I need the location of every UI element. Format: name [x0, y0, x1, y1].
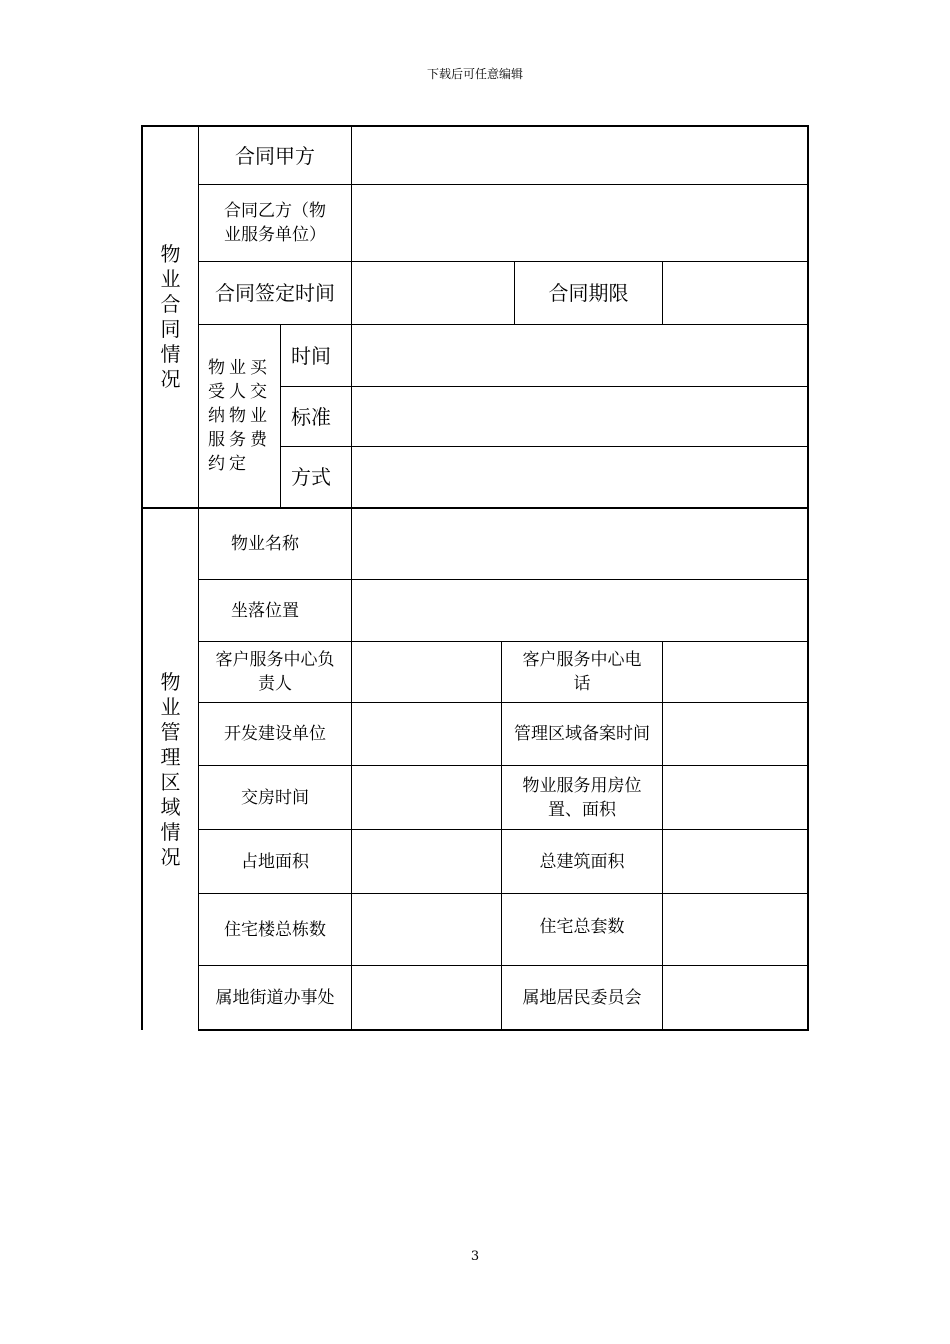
building-count-label: 住宅楼总栋数	[224, 919, 326, 940]
term-label: 合同期限	[548, 281, 629, 305]
street-office-label: 属地街道办事处	[215, 987, 335, 1008]
fee-standard-label: 标准	[291, 404, 331, 429]
filing-time-label: 管理区域备案时间	[514, 724, 650, 744]
party-a-label: 合同甲方	[235, 143, 315, 168]
land-area-label: 占地面积	[241, 851, 309, 872]
service-center-head-label: 客户服务中心负责人	[215, 650, 335, 694]
location-label: 坐落位置	[231, 600, 299, 621]
handover-time-label: 交房时间	[241, 787, 309, 808]
page-header: 下载后可任意编辑	[426, 67, 523, 81]
section-title-contract: 物业合同情况	[160, 242, 181, 391]
section-title-area: 物业管理区域情况	[160, 669, 181, 869]
fee-time-label: 时间	[291, 343, 331, 368]
service-center-phone-label: 客户服务中心电话	[522, 650, 642, 694]
fee-method-label: 方式	[291, 465, 331, 489]
party-b-label: 合同乙方（物业服务单位）	[224, 201, 326, 245]
unit-count-label: 住宅总套数	[539, 917, 625, 937]
row-line	[280, 446, 809, 447]
table-border-bottom	[198, 1029, 809, 1031]
sign-time-label: 合同签定时间	[215, 281, 335, 305]
service-room-label: 物业服务用房位置、面积	[522, 775, 642, 820]
developer-label: 开发建设单位	[224, 724, 326, 744]
page-number: 3	[470, 1249, 480, 1264]
fee-agreement-label: 物业买受人交纳物业服务费约定	[208, 358, 271, 474]
col-line	[662, 261, 663, 325]
total-building-area-label: 总建筑面积	[539, 851, 625, 872]
property-name-label: 物业名称	[231, 534, 299, 554]
row-line	[280, 386, 809, 387]
col-line	[662, 641, 663, 1031]
residents-committee-label: 属地居民委员会	[522, 987, 642, 1008]
